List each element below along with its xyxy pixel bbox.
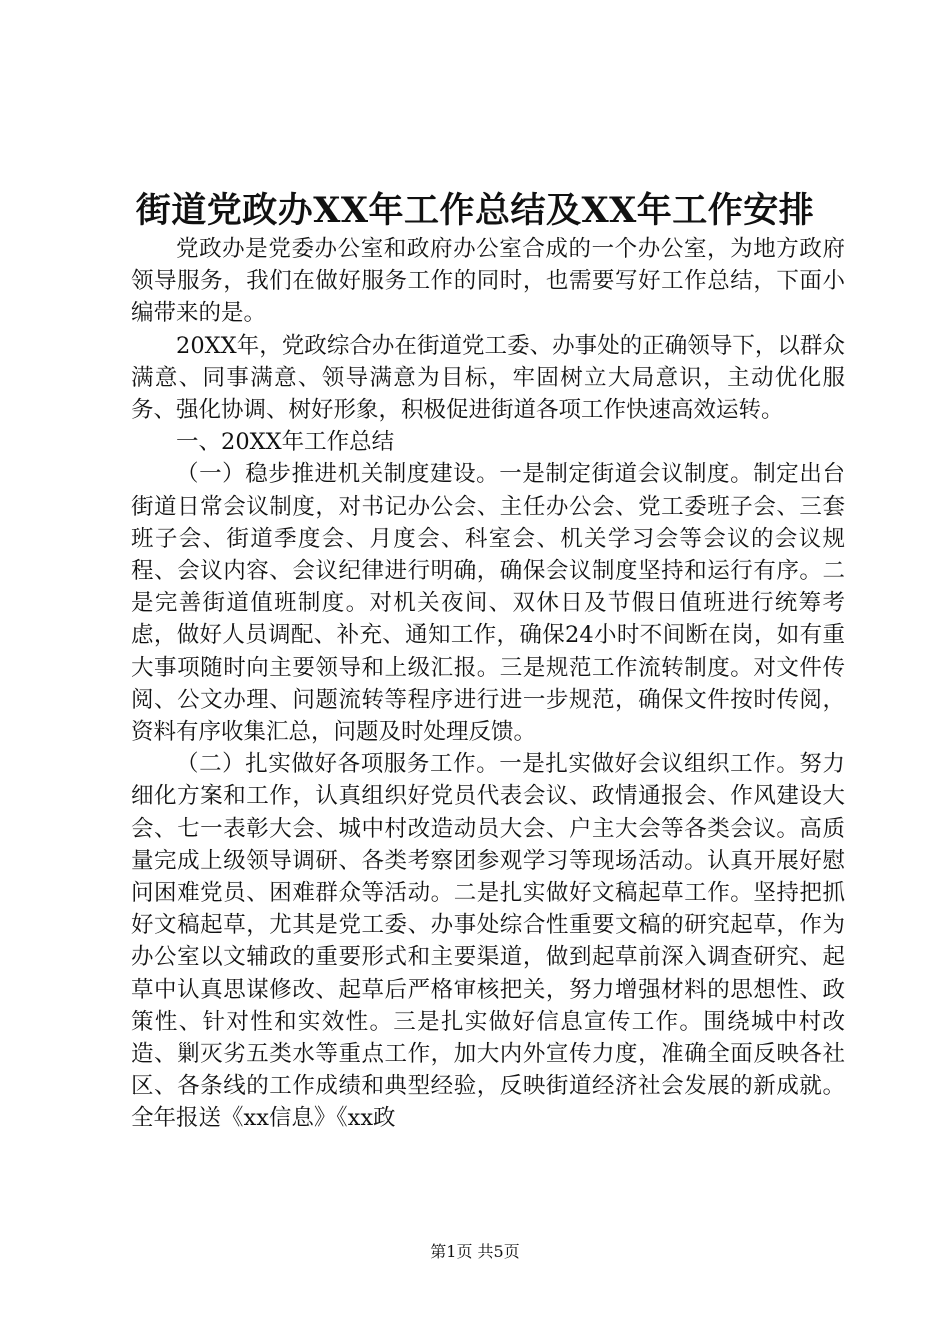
paragraph-section-2: （二）扎实做好各项服务工作。一是扎实做好会议组织工作。努力细化方案和工作，认真组织好党员代表会议、政情通报会、作风建设大会、七一表彰大会、城中村改造动员大会、户主大会等各类会议。高质量完成上级领导调研、各类考察团参观学习等现场活动。认真开展好慰问困难党员、困难群众等活动。二是扎实做好文稿起草工作。坚持把抓好文稿起草，尤其是党工委、办事处综合性重要文稿的研究起草，作为办公室以文辅政的重要形式和主要渠道，做到起草前深入调查研究、起草中认真思谋修改、起草后严格审核把关，努力增强材料的思想性、政策性、针对性和实效性。三是扎实做好信息宣传工作。围绕城中村改造、剿灭劣五类水等重点工作，加大内外宣传力度，准确全面反映各社区、各条线的工作成绩和典型经验，反映街道经济社会发展的新成就。全年报送《xx信息》《xx政 <box>131 751 845 1132</box>
paragraph-section-1: （一）稳步推进机关制度建设。一是制定街道会议制度。制定出台街道日常会议制度，对书记办公会、主任办公会、党工委班子会、三套班子会、街道季度会、月度会、科室会、机关学习会等会议的会议规程、会议内容、会议纪律进行明确，确保会议制度坚持和运行有序。二是完善街道值班制度。对机关夜间、双休日及节假日值班进行统筹考虑，做好人员调配、补充、通知工作，确保24小时不间断在岗，如有重大事项随时向主要领导和上级汇报。三是规范工作流转制度。对文件传阅、公文办理、问题流转等程序进行进一步规范，确保文件按时传阅，资料有序收集汇总，问题及时处理反馈。 <box>131 461 845 746</box>
document-body <box>131 233 845 1135</box>
document-title: 街道党政办XX年工作总结及XX年工作安排 <box>135 190 815 231</box>
section-heading: 一、20XX年工作总结 <box>176 429 395 456</box>
paragraph-intro: 党政办是党委办公室和政府办公室合成的一个办公室，为地方政府领导服务，我们在做好服务工作的同时，也需要写好工作总结，下面小编带来的是。 <box>131 236 845 327</box>
paragraph-overview: 20XX年，党政综合办在街道党工委、办事处的正确领导下，以群众满意、同事满意、领导满意为目标，牢固树立大局意识，主动优化服务、强化协调、树好形象，积极促进街道各项工作快速高效运转。 <box>131 332 845 424</box>
page-number-footer: 第1页 共5页 <box>430 1242 520 1261</box>
